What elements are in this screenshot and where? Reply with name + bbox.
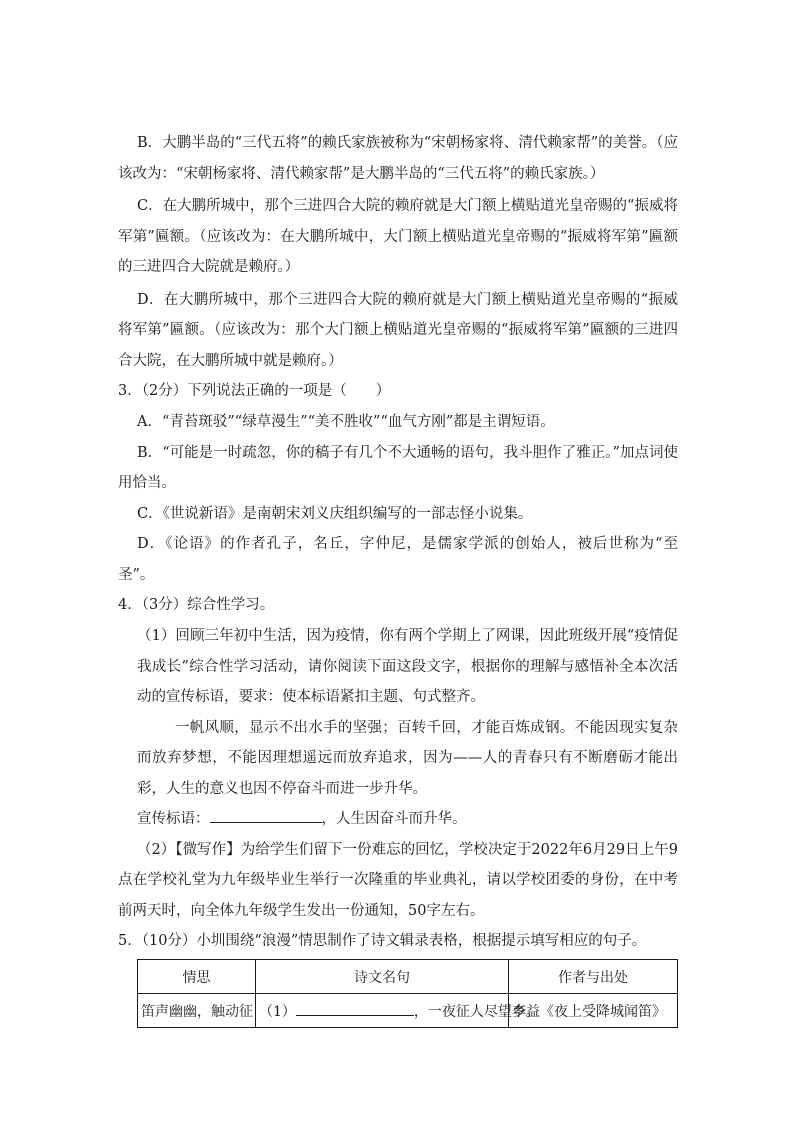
cell-source: 李益《夜上受降城闻笛》 xyxy=(509,994,678,1028)
q3-option-c: C．《世说新语》是南朝宋刘义庆组织编写的一部志怪小说集。 xyxy=(137,505,533,522)
q4-slogan xyxy=(137,804,678,835)
header-source: 作者与出处 xyxy=(509,960,678,994)
q5-stem: 5．（10分）小圳围绕“浪漫”情思制作了诗文辑录表格，根据提示填写相应的句子。 xyxy=(118,933,647,949)
verse-suffix: ，一夜征人尽望乡。 xyxy=(413,1003,540,1020)
q4-sub2: （2）【微写作】为给学生们留下一份难忘的回忆，学校决定于2022年6月29日上午9点在学校礼堂为九年级毕业生举行一次隆重的毕业典礼，请以学校团委的身份，在中考前两天时，向全体九年级学生发出一份通知，50字左右。 xyxy=(118,841,678,919)
q2-option-c: C．在大鹏所城中，那个三进四合大院的赖府就是大门额上横贴道光皇帝赐的“振威将军第”匾额。（应该改为：在大鹏所城中，大门额上横贴道光皇帝赐的“振威将军第”匾额的三进四合大院就是赖府。） xyxy=(118,198,678,275)
q3-option-b: B．“可能是一时疏忽，你的稿子有几个不大通畅的语句，我斗胆作了雅正。”加点词使用恰当。 xyxy=(118,444,678,491)
q4-stem: 4．（3分）综合性学习。 xyxy=(118,597,275,613)
document-content xyxy=(118,128,678,1028)
q3-option-d: D．《论语》的作者孔子，名丘，字仲尼，是儒家学派的创始人，被后世称为“至圣”。 xyxy=(118,536,678,583)
q4-sub1: （1）回顾三年初中生活，因为疫情，你有两个学期上了网课，因此班级开展“疫情促我成长”综合性学习活动，请你阅读下面这段文字，根据你的理解与感悟补全本次活动的宣传标语，要求：使本标语紧扣主题、句式整齐。 xyxy=(137,628,678,705)
q2-option-d: D．在大鹏所城中，那个三进四合大院的赖府就是大门额上横贴道光皇帝赐的“振威将军第”匾额。（应该改为：那个大门额上横贴道光皇帝赐的“振威将军第”匾额的三进四合大院，在大鹏所城中就是赖府。） xyxy=(118,291,678,369)
slogan-prefix: 宣传标语： xyxy=(137,811,210,827)
q4-passage: 一帆风顺，显示不出水手的坚强；百转千回，才能百炼成钢。不能因现实复杂而放弃梦想，不能因理想遥远而放弃追求，因为——人的青春只有不断磨砺才能出彩，人生的意义也因不停奋斗而进一步升华。 xyxy=(137,719,678,797)
header-emotion: 情思 xyxy=(138,960,256,994)
verse-blank[interactable] xyxy=(296,1001,414,1016)
q4-sub1-block xyxy=(118,621,678,835)
table-row xyxy=(138,994,678,1028)
slogan-suffix: ，人生因奋斗而升华。 xyxy=(321,811,467,827)
table-header-row xyxy=(138,960,678,994)
header-verse: 诗文名句 xyxy=(256,960,509,994)
verse-prefix: （1） xyxy=(259,1003,296,1020)
slogan-blank[interactable] xyxy=(210,808,322,823)
poetry-table xyxy=(137,959,678,1028)
cell-verse xyxy=(256,994,540,1028)
cell-emotion: 笛声幽幽，触动征 xyxy=(138,994,256,1028)
q2-option-b: B．大鹏半岛的“三代五将”的赖氏家族被称为“宋朝杨家将、清代赖家帮”的美誉。（应该改为：“宋朝杨家将、清代赖家帮”是大鹏半岛的“三代五将”的赖氏家族。） xyxy=(118,135,678,182)
q3-stem: 3．（2分）下列说法正确的一项是（ ） xyxy=(118,383,391,399)
q3-option-a: A．“青苔斑驳”“绿草漫生”“美不胜收”“血气方刚”都是主谓短语。 xyxy=(137,414,555,430)
